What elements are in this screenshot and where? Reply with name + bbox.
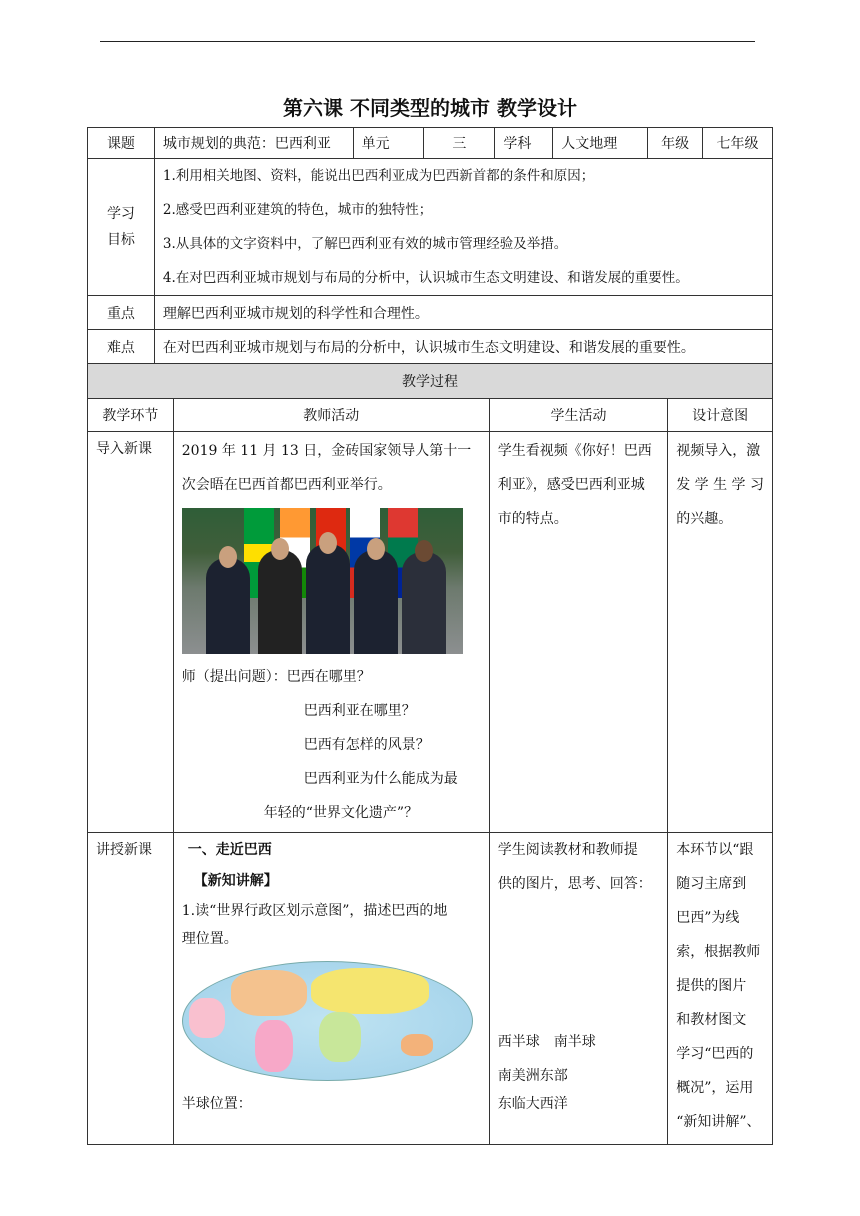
grade-label: 年级	[648, 128, 703, 159]
subject-value: 人文地理	[553, 128, 648, 159]
objectives-label-line1: 学习	[106, 206, 135, 222]
person-head	[219, 546, 237, 568]
unit-value: 三	[424, 128, 495, 159]
lecture-intent-line: 提供的图片	[676, 978, 747, 994]
lecture-intent-line: 学习“巴西的	[676, 1046, 754, 1062]
objectives-list	[154, 159, 772, 296]
page-title: 第六课 不同类型的城市 教学设计	[283, 96, 577, 120]
hemisphere-label: 半球位置：	[181, 1096, 252, 1112]
objective-item: 2.感受巴西利亚建筑的特色，城市的独特性；	[162, 202, 433, 218]
intro-teacher-cell	[173, 432, 489, 833]
topic-value: 城市规划的典范：巴西利亚	[154, 128, 353, 159]
difficulty-label: 难点	[88, 330, 155, 365]
map-west-edge	[189, 998, 225, 1038]
lecture-task-line: 理位置。	[181, 931, 238, 947]
column-header: 设计意图	[668, 399, 773, 432]
lecture-intent-line: 随习主席到	[676, 876, 747, 892]
grade-value: 七年级	[703, 128, 773, 159]
objective-item: 1.利用相关地图、资料，能说出巴西利亚成为巴西新首都的条件和原因；	[162, 168, 595, 184]
person-head	[367, 538, 385, 560]
lecture-answer: 南美洲东部	[497, 1068, 568, 1084]
objective-item: 3.从具体的文字资料中，了解巴西利亚有效的城市管理经验及举措。	[162, 236, 568, 252]
map-africa	[319, 1012, 361, 1062]
map-eurasia	[311, 968, 429, 1014]
lecture-answer: 东临大西洋	[497, 1096, 568, 1112]
person-head	[319, 532, 337, 554]
intro-teacher-line: 2019 年 11 月 13 日，金砖国家领导人第十一	[181, 443, 472, 459]
key-point-value: 理解巴西利亚城市规划的科学性和合理性。	[154, 296, 772, 330]
map-australia	[401, 1034, 433, 1056]
process-title: 教学过程	[88, 364, 773, 399]
intro-stage: 导入新课	[96, 441, 152, 457]
lecture-stage: 讲授新课	[96, 842, 152, 858]
person	[306, 544, 350, 654]
person	[258, 550, 302, 654]
header-rule	[100, 41, 755, 42]
person	[206, 558, 250, 654]
map-south-america	[255, 1020, 293, 1072]
lecture-intent-cell	[668, 833, 773, 1145]
info-table	[87, 127, 773, 365]
column-header: 教学环节	[88, 399, 174, 432]
objectives-label-line2: 目标	[106, 232, 135, 248]
intro-question: 巴西有怎样的风景？	[303, 737, 430, 753]
intro-stage-cell	[88, 432, 174, 833]
intro-question-tail: 年轻的“世界文化遗产”？	[263, 805, 419, 821]
intro-question: 巴西利亚在哪里？	[303, 703, 416, 719]
intro-intent-cell	[668, 432, 773, 833]
lecture-answer: 西半球 南半球	[497, 1034, 596, 1050]
intro-student-line: 市的特点。	[497, 511, 568, 527]
intro-student-line: 利亚》，感受巴西利亚城	[497, 477, 645, 493]
lecture-student-line: 供的图片，思考、回答：	[497, 876, 652, 892]
lecture-heading: 一、走近巴西	[187, 842, 272, 858]
lecture-intent-line: “新知讲解”、	[676, 1114, 761, 1130]
key-point-label: 重点	[88, 296, 155, 330]
intro-student-cell	[489, 432, 668, 833]
column-header: 学生活动	[489, 399, 668, 432]
lecture-intent-line: 本环节以“跟	[676, 842, 754, 858]
lecture-intent-line: 概况”，运用	[676, 1080, 754, 1096]
intro-intent-line: 的兴趣。	[676, 511, 733, 527]
intro-intent-line: 视频导入，激	[676, 443, 761, 459]
person	[402, 552, 446, 654]
difficulty-value: 在对巴西利亚城市规划与布局的分析中，认识城市生态文明建设、和谐发展的重要性。	[154, 330, 772, 365]
lecture-intent-line: 索，根据教师	[676, 944, 761, 960]
intro-teacher-line: 次会晤在巴西首都巴西利亚举行。	[181, 477, 392, 493]
objectives-label	[88, 159, 155, 296]
intro-student-line: 学生看视频《你好！巴西	[497, 443, 652, 459]
map-north-america	[231, 970, 307, 1016]
process-table	[87, 363, 773, 1145]
unit-label: 单元	[353, 128, 424, 159]
lecture-student-line: 学生阅读教材和教师提	[497, 842, 638, 858]
column-header: 教师活动	[173, 399, 489, 432]
person-head	[271, 538, 289, 560]
objective-item: 4.在对巴西利亚城市规划与布局的分析中，认识城市生态文明建设、和谐发展的重要性。	[162, 270, 689, 286]
person-head	[415, 540, 433, 562]
lecture-teacher-cell	[173, 833, 489, 1145]
subject-label: 学科	[495, 128, 553, 159]
intro-intent-line: 发 学 生 学 习	[676, 477, 765, 493]
lecture-intent-line: 巴西”为线	[676, 910, 740, 926]
lecture-stage-cell	[88, 833, 174, 1145]
world-political-map	[182, 961, 473, 1081]
brics-leaders-photo	[182, 508, 463, 654]
topic-label: 课题	[88, 128, 155, 159]
intro-question-prefix: 师（提出问题）：巴西在哪里？	[181, 669, 371, 685]
intro-question: 巴西利亚为什么能成为最	[303, 771, 458, 787]
lecture-subheading: 【新知讲解】	[193, 873, 278, 889]
lecture-task-line: 1.读“世界行政区划示意图”，描述巴西的地	[181, 903, 448, 919]
lecture-intent-line: 和教材图文	[676, 1012, 747, 1028]
person	[354, 550, 398, 654]
lecture-student-cell	[489, 833, 668, 1145]
